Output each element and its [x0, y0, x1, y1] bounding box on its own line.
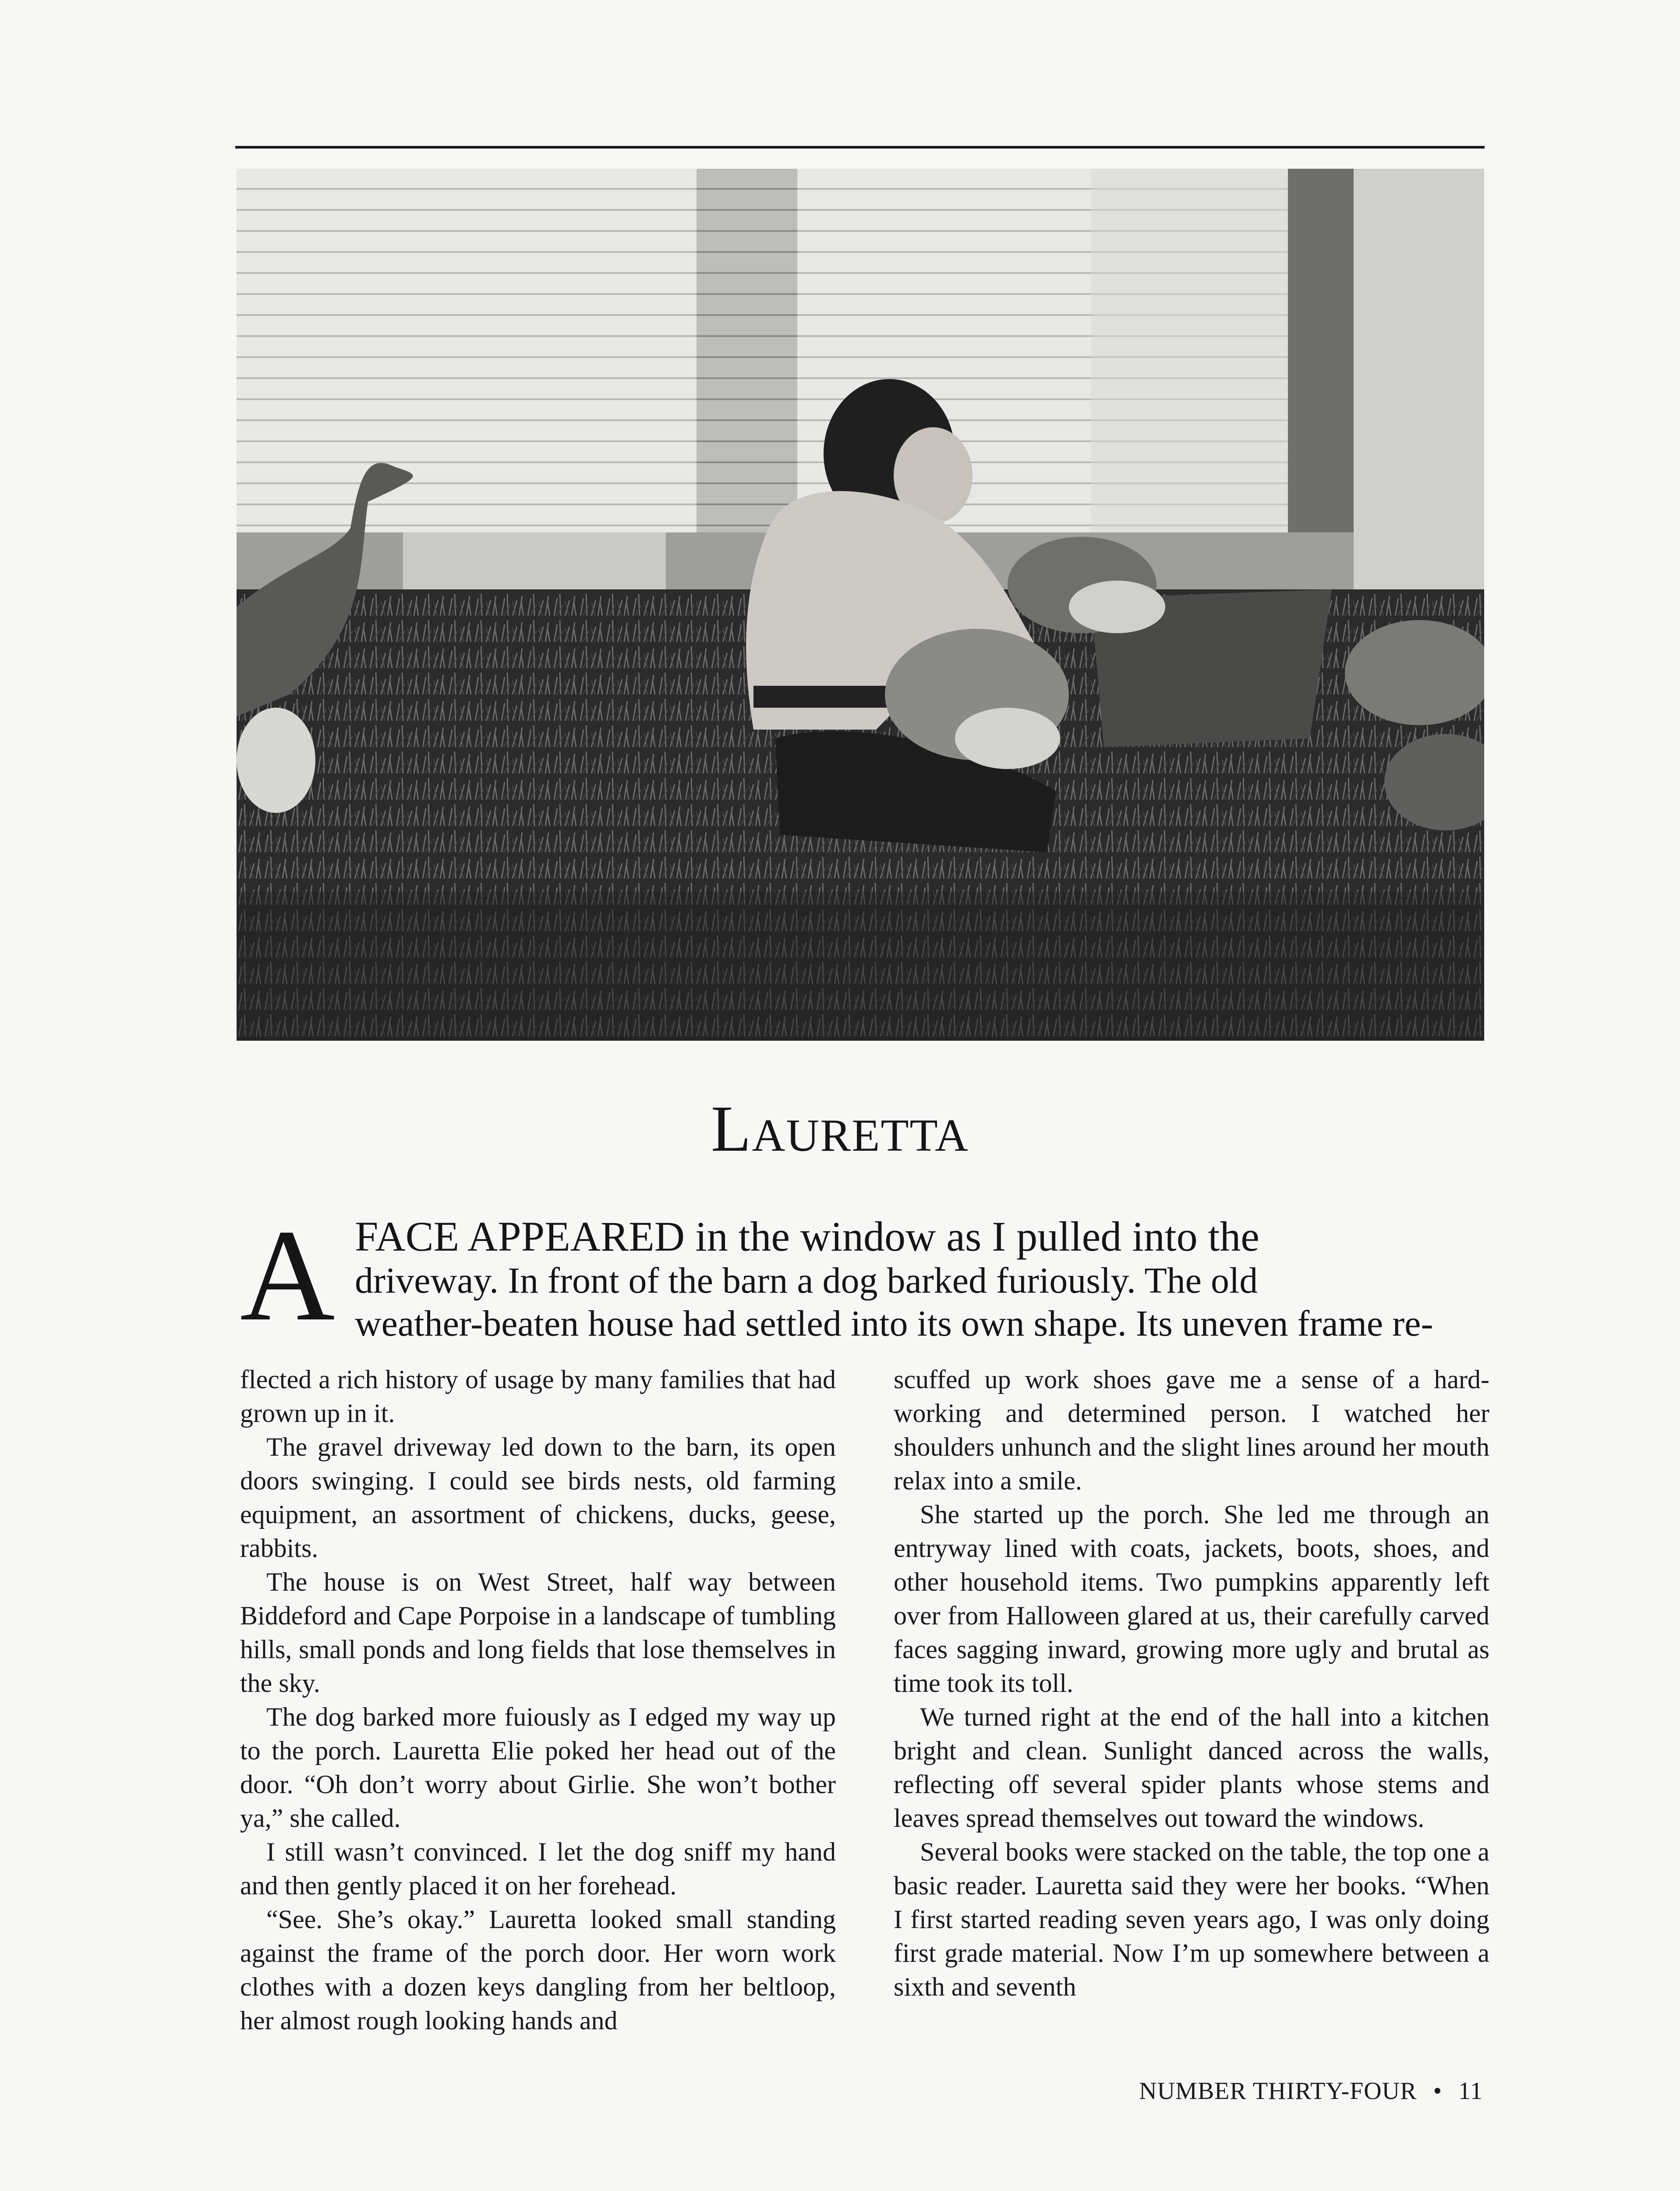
- article-title: Lauretta: [711, 1092, 969, 1165]
- lead-line: driveway. In front of the barn a dog barked furiously. The old: [355, 1260, 1258, 1301]
- footer-separator: •: [1433, 2078, 1443, 2105]
- right-column: [894, 1363, 1489, 2004]
- lead-line: FACE APPEARED in the window as I pulled into the: [355, 1213, 1259, 1260]
- lead-line: weather-beaten house had settled into its own shape. Its uneven frame re-: [355, 1303, 1433, 1344]
- paragraph: flected a rich history of usage by many families that had grown up in it.: [240, 1365, 836, 1428]
- paragraph: scuffed up work shoes gave me a sense of a hard-working and determined person. I watched her shoulders unhunch and the slight lines around her mouth relax into a smile.: [894, 1365, 1489, 1495]
- paragraph: We turned right at the end of the hall into a kitchen bright and clean. Sunlight danced across the walls, reflecting off several spider plants whose stems and leaves spread themselves out toward the windows.: [894, 1702, 1489, 1833]
- paragraph: “See. She’s okay.” Lauretta looked small standing against the frame of the porch door. Her worn work clothes with a dozen keys dangling from her beltloop, her almost rough looking hands and: [240, 1905, 836, 2035]
- paragraph: The dog barked more fuiously as I edged my way up to the porch. Lauretta Elie poked her head out of the door. “Oh don’t worry about Girlie. She won’t bother ya,” she called.: [240, 1702, 836, 1833]
- left-column: [240, 1363, 836, 2038]
- paragraph: She started up the porch. She led me through an entryway lined with coats, jackets, boots, shoes, and other household items. Two pumpkins apparently left over from Halloween glared at us, their carefully carved faces sagging inward, growing more ugly and brutal as time took its toll.: [894, 1500, 1489, 1698]
- paragraph: I still wasn’t convinced. I let the dog sniff my hand and then gently placed it on her forehead.: [240, 1837, 836, 1900]
- paragraph: The house is on West Street, half way between Biddeford and Cape Porpoise in a landscape of tumbling hills, small ponds and long fields that lose themselves in the sky.: [240, 1567, 836, 1698]
- drop-cap: A: [240, 1202, 335, 1348]
- lead-paragraph: [355, 1214, 1485, 1345]
- publication-name: NUMBER THIRTY-FOUR: [1139, 2078, 1417, 2105]
- top-rule: [235, 146, 1485, 149]
- paragraph: Several books were stacked on the table, the top one a basic reader. Lauretta said they were her books. “When I first started reading seven years ago, I was only doing first grade material. Now I’m up somewhere between a sixth and seventh: [894, 1837, 1489, 2001]
- article-photo: [237, 169, 1484, 1041]
- page-footer: [1139, 2077, 1483, 2105]
- paragraph: The gravel driveway led down to the barn, its open doors swinging. I could see birds nests, old farming equipment, an assortment of chickens, ducks, geese, rabbits.: [240, 1432, 836, 1563]
- page-number: 11: [1458, 2078, 1483, 2105]
